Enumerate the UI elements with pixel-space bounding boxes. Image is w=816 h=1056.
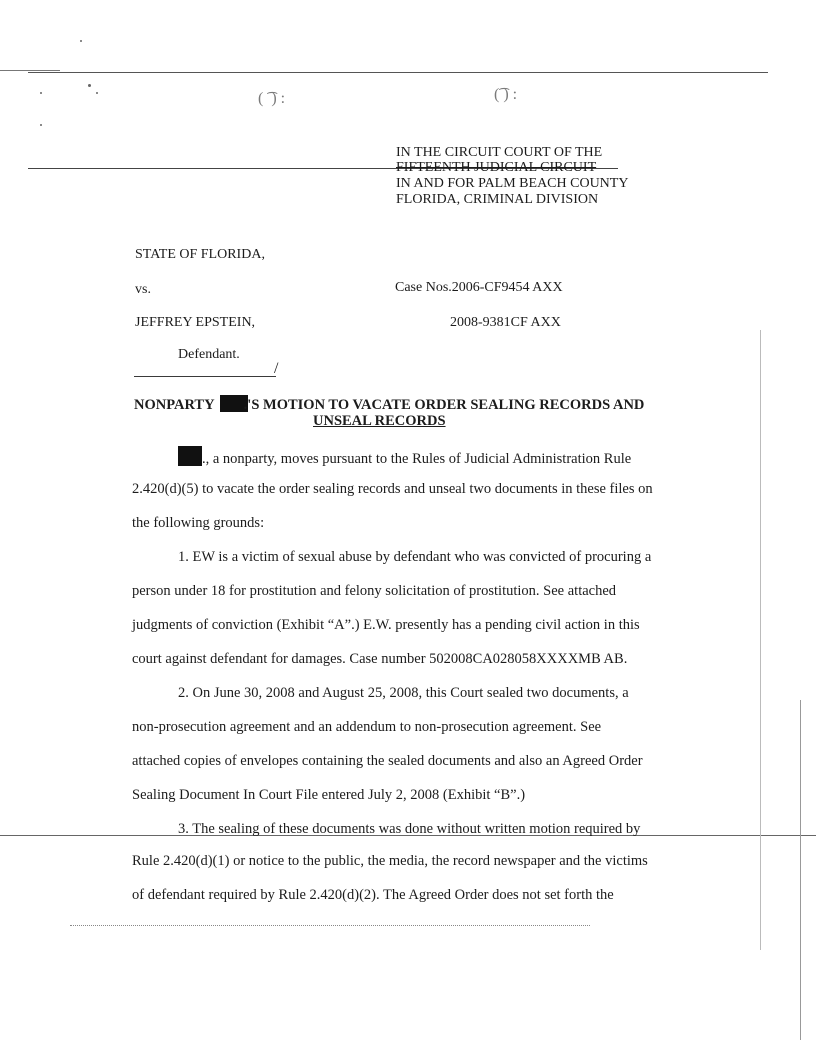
speck bbox=[40, 92, 42, 94]
paragraph-2-line-1: 2. On June 30, 2008 and August 25, 2008, this Court sealed two documents, a bbox=[178, 685, 629, 701]
paragraph-3-line-2: Rule 2.420(d)(1) or notice to the public, the media, the record newspaper and the victims bbox=[132, 853, 648, 869]
bottom-dotted-artifact bbox=[70, 925, 590, 926]
top-scan-line-secondary bbox=[0, 70, 60, 71]
top-scan-line bbox=[28, 72, 768, 73]
defendant-name: JEFFREY EPSTEIN, bbox=[135, 315, 256, 330]
court-header-line-4: FLORIDA, CRIMINAL DIVISION bbox=[396, 192, 599, 207]
right-edge-line bbox=[760, 330, 761, 950]
intro-line-1-text: ., a nonparty, moves pursuant to the Rules of Judicial Administration Rule bbox=[202, 451, 632, 467]
speck bbox=[88, 84, 91, 87]
court-header-line-1: IN THE CIRCUIT COURT OF THE bbox=[396, 145, 603, 160]
title-part-2: .'S MOTION TO VACATE ORDER SEALING RECORDS AND bbox=[243, 397, 645, 413]
speck bbox=[40, 124, 42, 126]
plaintiff: STATE OF FLORIDA, bbox=[135, 247, 265, 262]
stamp-mark-right: (͡ ) : bbox=[494, 86, 518, 103]
case-number-2: 2008-9381CF AXX bbox=[450, 315, 561, 330]
intro-line-3: the following grounds: bbox=[132, 515, 265, 531]
speck bbox=[96, 92, 98, 94]
versus: vs. bbox=[135, 282, 151, 297]
paragraph-1-line-3: judgments of conviction (Exhibit “A”.) E.W. presently has a pending civil action in this bbox=[132, 617, 640, 633]
speck bbox=[80, 40, 82, 42]
paragraph-2-line-2: non-prosecution agreement and an addendum to non-prosecution agreement. See bbox=[132, 719, 602, 735]
paragraph-2-line-4: Sealing Document In Court File entered July 2, 2008 (Exhibit “B”.) bbox=[132, 787, 526, 803]
paragraph-1-line-2: person under 18 for prostitution and felony solicitation of prostitution. See attached bbox=[132, 583, 617, 599]
intro-line-1 bbox=[178, 446, 631, 468]
paragraph-3-line-3: of defendant required by Rule 2.420(d)(2). The Agreed Order does not set forth the bbox=[132, 887, 614, 903]
court-header-line-2: FIFTEENTH JUDICIAL CIRCUIT bbox=[396, 160, 597, 175]
title-part-1: NONPARTY bbox=[134, 397, 215, 413]
right-edge-line-2 bbox=[800, 700, 801, 1040]
title-line-2: UNSEAL RECORDS bbox=[313, 413, 446, 429]
paragraph-3-line-1: 3. The sealing of these documents was done without written motion required by bbox=[178, 821, 641, 837]
redaction-block bbox=[178, 446, 202, 466]
intro-line-2: 2.420(d)(5) to vacate the order sealing records and unseal two documents in these files on bbox=[132, 481, 653, 497]
stamp-mark-left: ( ͡ ) : bbox=[258, 90, 286, 107]
caption-slash: / bbox=[274, 360, 279, 377]
case-number-1: Case Nos.2006-CF9454 AXX bbox=[395, 280, 563, 295]
caption-rule bbox=[134, 376, 276, 377]
defendant-role: Defendant. bbox=[178, 347, 240, 362]
paragraph-1-line-1: 1. EW is a victim of sexual abuse by defendant who was convicted of procuring a bbox=[178, 549, 652, 565]
paragraph-1-line-4: court against defendant for damages. Case number 502008CA028058XXXXMB AB. bbox=[132, 651, 628, 667]
court-header-line-3: IN AND FOR PALM BEACH COUNTY bbox=[396, 176, 629, 191]
paragraph-2-line-3: attached copies of envelopes containing the sealed documents and also an Agreed Order bbox=[132, 753, 643, 769]
